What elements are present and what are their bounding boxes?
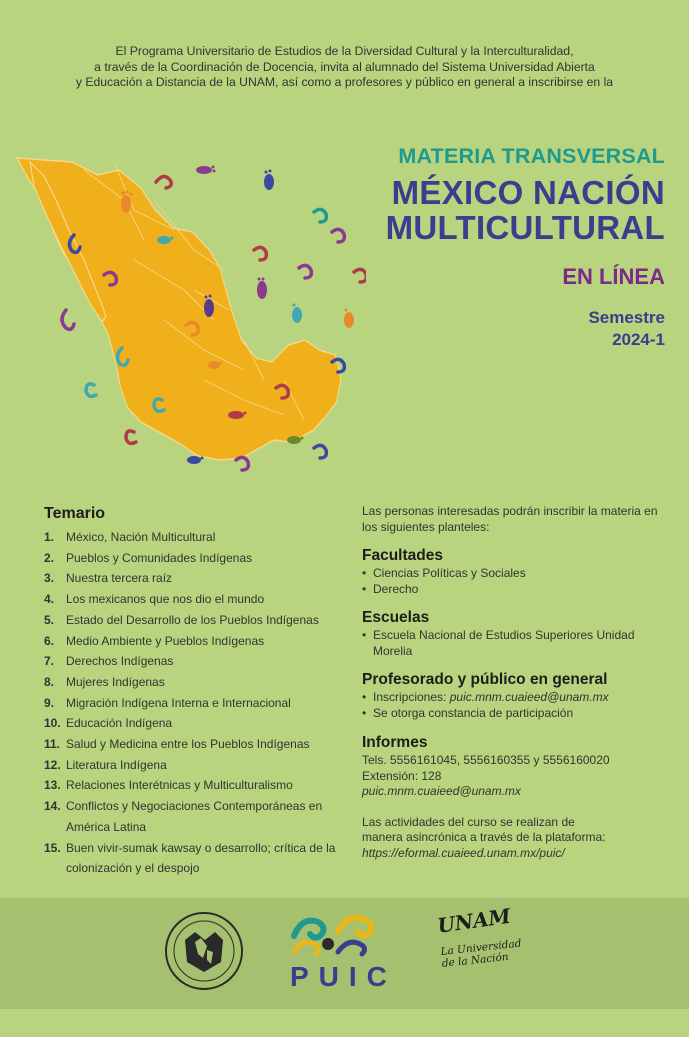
bullet-icon: •	[362, 581, 367, 596]
syllabus-item-text: Migración Indígena Interna e Internacional	[66, 695, 291, 710]
syllabus-item	[44, 755, 344, 776]
footprint-icon	[196, 166, 216, 175]
intro-line: a través de la Coordinación de Docencia, invita al alumnado del Sistema Universidad Abierta	[94, 59, 595, 74]
registration-section	[362, 504, 672, 861]
course-title-block	[360, 144, 665, 351]
syllabus-item-text: Salud y Medicina entre los Pueblos Indígenas	[66, 737, 310, 752]
footprint-icon	[344, 309, 354, 329]
syllabus-item	[44, 713, 344, 734]
syllabus-item-number: 6.	[44, 633, 55, 648]
syllabus-item	[44, 775, 344, 796]
general-public-heading: Profesorado y público en general	[362, 671, 608, 688]
signup-email-link[interactable]: puic.mnm.cuaieed@unam.mx	[449, 690, 609, 704]
footprint-icon	[292, 304, 302, 324]
syllabus-item-number: 1.	[44, 530, 55, 544]
syllabus-item-number: 4.	[44, 592, 55, 607]
syllabus-item-number: 10.	[44, 716, 61, 731]
contact-extension: Extensión: 128	[362, 768, 442, 783]
syllabus-item-number: 9.	[44, 695, 55, 710]
syllabus-heading: Temario	[44, 505, 106, 522]
syllabus-item-text: Literatura Indígena	[66, 757, 167, 772]
semester-value: 2024-1	[612, 330, 665, 349]
faculties-heading: Facultades	[362, 547, 443, 564]
syllabus-item-text: Educación Indígena	[66, 716, 173, 731]
intro-line: El Programa Universitario de Estudios de la Diversidad Cultural y la Interculturalidad,	[115, 44, 574, 58]
syllabus-item-number: 13.	[44, 778, 61, 793]
puic-logo-icon	[288, 906, 397, 996]
course-title-line: MULTICULTURAL	[385, 209, 665, 246]
bullet-icon: •	[362, 705, 367, 720]
certificate-note: Se otorga constancia de participación	[373, 705, 574, 720]
bullet-icon: •	[362, 628, 367, 642]
syllabus-item-number: 14.	[44, 799, 61, 814]
course-title-line: MÉXICO NACIÓN	[391, 174, 665, 211]
syllabus-item-number: 12.	[44, 757, 61, 772]
footprint-icon	[287, 436, 304, 444]
signup-label: Inscripciones:	[373, 690, 447, 704]
registration-intro: Las personas interesadas podrán inscribir la materia en los siguientes planteles:	[362, 504, 658, 534]
syllabus-item	[44, 651, 344, 672]
syllabus-item-text: Medio Ambiente y Pueblos Indígenas	[66, 633, 265, 648]
schools-heading: Escuelas	[362, 609, 430, 626]
footprint-icon	[257, 278, 267, 300]
footer-logos	[0, 898, 689, 1009]
syllabus-item	[44, 589, 344, 610]
puic-wave-icon	[288, 906, 392, 962]
syllabus-item-text: Pueblos y Comunidades Indígenas	[66, 550, 253, 565]
signup-info	[373, 690, 609, 706]
syllabus-list	[44, 527, 344, 879]
mexico-map-icon	[14, 140, 366, 480]
unam-tagline: La Universidad de la Nación	[440, 937, 522, 970]
list-item	[362, 582, 672, 598]
course-modality: EN LÍNEA	[562, 264, 665, 289]
syllabus-item-text: México, Nación Multicultural	[66, 530, 216, 544]
syllabus-item-text: Estado del Desarrollo de los Pueblos Indígenas	[66, 612, 319, 627]
syllabus-item-text: Mujeres Indígenas	[66, 674, 165, 689]
course-title	[360, 175, 665, 245]
list-item	[362, 706, 672, 722]
unam-signature-logo-icon	[436, 903, 546, 984]
contact-heading: Informes	[362, 734, 428, 751]
syllabus-item	[44, 548, 344, 569]
syllabus-item-text: Buen vivir-sumak kawsay o desarrollo; crítica de la colonización y el despojo	[66, 840, 336, 876]
syllabus-item	[44, 796, 344, 837]
syllabus-item	[44, 693, 344, 714]
syllabus-item	[44, 672, 344, 693]
bullet-icon: •	[362, 566, 367, 580]
syllabus-item	[44, 568, 344, 589]
list-item	[362, 566, 672, 582]
intro-text	[20, 44, 669, 91]
intro-line: y Educación a Distancia de la UNAM, así como a profesores y público en general a inscribirse en la	[75, 75, 614, 89]
unam-logo-text: UNAM	[436, 903, 513, 938]
syllabus-item	[44, 734, 344, 755]
unam-seal-icon	[163, 910, 245, 992]
bullet-icon: •	[362, 690, 367, 704]
syllabus-item-text: Derechos Indígenas	[66, 654, 174, 669]
platform-note: Las actividades del curso se realizan de	[362, 814, 575, 829]
syllabus-item	[44, 631, 344, 652]
list-item	[362, 628, 672, 659]
platform-url-link[interactable]: https://eformal.cuaieed.unam.mx/puic/	[362, 845, 565, 860]
syllabus-item-text: Conflictos y Negociaciones Contemporáneas en América Latina	[66, 799, 323, 834]
contact-phones: Tels. 5556161045, 5556160355 y 5556160020	[362, 753, 610, 767]
footprint-icon	[187, 456, 204, 464]
mexico-map-illustration	[14, 140, 366, 480]
syllabus-item-number: 7.	[44, 654, 55, 669]
syllabus-item-number: 5.	[44, 612, 55, 627]
syllabus-item-number: 2.	[44, 550, 55, 565]
semester-label: Semestre	[588, 308, 665, 327]
syllabus-item	[44, 527, 344, 548]
syllabus-item-text: Nuestra tercera raíz	[66, 571, 173, 586]
semester-info	[360, 307, 665, 351]
syllabus-item	[44, 838, 344, 879]
faculty-name: Derecho	[373, 581, 419, 596]
footprint-icon	[264, 170, 274, 191]
faculty-name: Ciencias Políticas y Sociales	[373, 566, 526, 580]
syllabus-item-text: Relaciones Interétnicas y Multiculturalismo	[66, 778, 293, 793]
puic-logo-text: PUIC	[290, 961, 397, 992]
syllabus-item-number: 15.	[44, 840, 61, 855]
list-item	[362, 690, 672, 706]
syllabus-item	[44, 610, 344, 631]
syllabus-section	[44, 505, 344, 879]
syllabus-item-number: 11.	[44, 737, 61, 752]
syllabus-item-number: 8.	[44, 674, 55, 689]
syllabus-item-number: 3.	[44, 571, 55, 586]
platform-note: manera asincrónica a través de la plataforma:	[362, 830, 606, 844]
contact-email-link[interactable]: puic.mnm.cuaieed@unam.mx	[362, 784, 521, 798]
syllabus-item-text: Los mexicanos que nos dio el mundo	[66, 592, 265, 607]
school-name: Escuela Nacional de Estudios Superiores Unidad Morelia	[373, 628, 635, 658]
course-subtitle: MATERIA TRANSVERSAL	[398, 144, 665, 168]
